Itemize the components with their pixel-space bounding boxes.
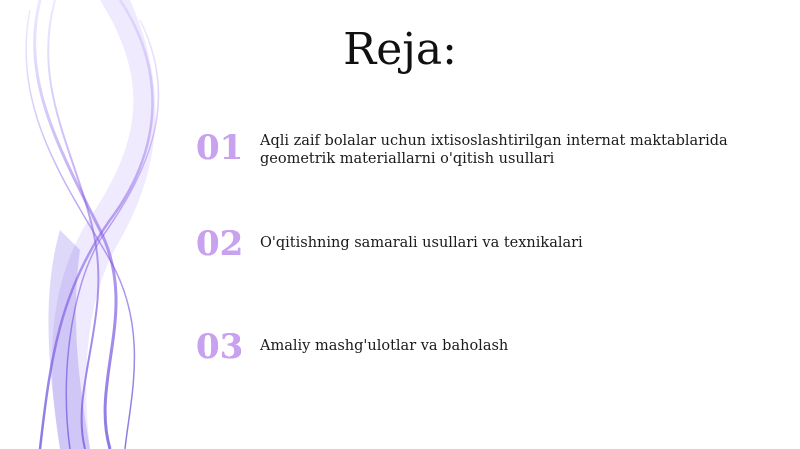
item-number: 02	[196, 224, 244, 264]
list-item	[196, 327, 756, 377]
item-number: 01	[196, 128, 244, 168]
decorative-ribbon-graphic	[0, 0, 220, 449]
list-item	[196, 128, 756, 178]
item-number: 03	[196, 327, 244, 367]
item-text: Amaliy mashg'ulotlar va baholash	[260, 338, 509, 354]
item-text: Aqli zaif bolalar uchun ixtisoslashtirilgan internat maktablarida geometrik materiallarni o'qitish usullari	[260, 133, 728, 167]
slide-title: Reja:	[343, 24, 457, 75]
item-text: O'qitishning samarali usullari va texnikalari	[260, 235, 583, 251]
list-item	[196, 224, 756, 274]
